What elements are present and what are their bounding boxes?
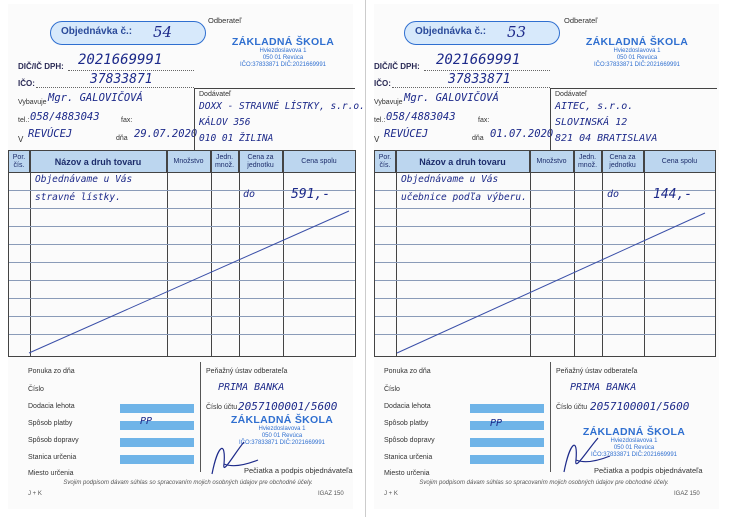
ico-line [392,87,550,88]
stamp-name: ZÁKLADNÁ ŠKOLA [582,426,686,438]
col-cena-jednotka: Cena za jednotku [239,151,283,172]
vybavuje-value: Mgr. GALOVIČOVÁ [404,92,499,104]
dodavatel-label: Dodávateľ [199,91,232,98]
dodacia-band [470,404,544,413]
order-number: 53 [507,23,527,41]
bank-value: PRIMA BANKA [570,382,637,393]
stamp-line2: 050 01 Revúca [262,55,304,61]
items-table [374,150,716,357]
item-do: do [607,189,620,200]
col-mnozstvo: Množstvo [167,151,211,172]
date-value: 01.07.2020 [490,128,554,140]
cislo-uctu-label: Číslo účtu [206,404,238,411]
dodavatel-box [194,88,365,151]
platba-value: PP [490,418,503,429]
dic-label: DIČ/IČ DPH: [18,62,64,71]
platba-label: Spôsob platby [28,420,73,427]
fax-label: fax: [121,117,133,124]
item-line2: učebnice podľa výberu. [401,192,527,203]
tel-label: tel.: [374,117,386,124]
platba-value: PP [140,416,153,427]
penazny-label: Peňažný ústav odberateľa [206,368,288,375]
stanica-label: Stanica určenia [384,454,433,461]
col-jedn: Jedn. množ. [574,151,602,172]
stamp-line1: Hviezdoslavova 1 [258,426,306,432]
dic-label: DIČ/IČ DPH: [374,62,420,71]
col-por: Por. čís. [9,151,30,172]
dodavatel-line3: 821 04 BRATISLAVA [555,133,658,144]
stanica-band [470,455,544,464]
order-number-box [50,21,206,45]
vybavuje-value: Mgr. GALOVIČOVÁ [48,92,143,104]
dodavatel-line1: DOXX - STRAVNÉ LÍSTKY, s.r.o. [199,101,365,112]
col-mnozstvo: Množstvo [530,151,574,172]
vybavuje-label: Vybavuje [18,99,47,106]
dna-label: dňa [116,135,128,142]
igaz-mark: IGAZ 150 [318,491,344,497]
cislo-label: Číslo [384,386,400,393]
dic-value: 2021669991 [78,52,163,68]
dodavatel-line3: 010 01 ŽILINA [199,133,274,144]
dodacia-label: Dodacia lehota [384,403,431,410]
platba-band [120,421,194,430]
ico-value: 37833871 [90,72,153,87]
stamp-line2: 050 01 Revúca [616,55,658,61]
dna-label: dňa [472,135,484,142]
col-nazov: Názov a druh tovaru [396,151,530,172]
fax-label: fax: [478,117,490,124]
stamp-line1: Hviezdoslavova 1 [259,48,307,54]
order-form-right [374,4,719,509]
col-nazov: Názov a druh tovaru [30,151,167,172]
ico-line [36,87,194,88]
date-value: 29.07.2020 [134,128,198,140]
item-line1: Objednávame u Vás [401,174,499,185]
stamp-line3: IČO:37833871 DIČ:2021669991 [239,62,327,68]
stanica-label: Stanica určenia [28,454,77,461]
jk-mark: J + K [28,491,42,497]
consent-text: Svojim podpisom dávam súhlas so spracovaním mojich osobných údajov pre obchodné účely. [63,480,313,486]
col-cena-spolu: Cena spolu [661,157,698,165]
col-jedn: Jedn. množ. [211,151,239,172]
dodacia-band [120,404,194,413]
cancel-diagonal-line [375,151,715,356]
v-label: V [18,135,24,144]
place-value: REVÚCEJ [384,128,429,140]
doprava-label: Spôsob dopravy [384,437,435,444]
dodacia-label: Dodacia lehota [28,403,75,410]
stamp-name: ZÁKLADNÁ ŠKOLA [231,36,335,48]
stamp-line3: IČO:37833871 DIČ:2021669991 [590,452,678,458]
dic-line [68,70,194,71]
item-line1: Objednávame u Vás [35,174,133,185]
stamp-line1: Hviezdoslavova 1 [610,438,658,444]
bank-value: PRIMA BANKA [218,382,285,393]
tel-value: 058/4883043 [386,111,456,123]
stamp-name: ZÁKLADNÁ ŠKOLA [585,36,689,48]
dodavatel-line1: AITEC, s.r.o. [555,101,634,112]
cislo-uctu-label: Číslo účtu [556,404,588,411]
peciatka-label: Pečiatka a podpis objednávateľa [594,466,703,475]
order-form-left [8,4,365,509]
col-cena-jednotka: Cena za jednotku [602,151,644,172]
cislo-uctu-value: 2057100001/5600 [238,400,338,413]
order-label: Objednávka č.: [415,26,487,37]
miesto-label: Miesto určenia [28,470,74,477]
items-table [8,150,356,357]
jk-mark: J + K [384,491,398,497]
penazny-label: Peňažný ústav odberateľa [556,368,638,375]
dic-value: 2021669991 [436,52,521,68]
item-total: 591,- [291,187,331,202]
col-cena-spolu: Cena spolu [301,157,337,165]
stamp-line1: Hviezdoslavova 1 [613,48,661,54]
page-fold [365,0,366,517]
doprava-label: Spôsob dopravy [28,437,79,444]
ico-value: 37833871 [448,72,511,87]
igaz-mark: IGAZ 150 [674,491,700,497]
item-line2: stravné lístky. [35,192,121,203]
place-value: REVÚCEJ [28,128,73,140]
item-total: 144,- [653,187,693,202]
cislo-label: Číslo [28,386,44,393]
stamp-line2: 050 01 Revúca [261,433,303,439]
footer-divider [550,362,551,472]
dodavatel-line2: KÁLOV 356 [199,117,251,128]
cancel-diagonal-line [9,151,355,356]
order-number: 54 [153,23,173,41]
tel-label: tel.: [18,117,30,124]
stanica-band [120,455,194,464]
school-stamp [570,36,704,69]
dic-line [424,70,550,71]
miesto-label: Miesto určenia [384,470,430,477]
footer-divider [200,362,201,472]
platba-label: Spôsob platby [384,420,429,427]
ico-label: IČO: [374,79,391,88]
dodavatel-label: Dodávateľ [555,91,588,98]
platba-band [470,421,544,430]
ponuka-label: Ponuka zo dňa [384,368,431,375]
stamp-name: ZÁKLADNÁ ŠKOLA [230,414,334,426]
dodavatel-box [550,88,717,151]
order-label: Objednávka č.: [61,26,133,37]
cislo-uctu-value: 2057100001/5600 [590,400,690,413]
peciatka-label: Pečiatka a podpis objednávateľa [244,466,353,475]
dodavatel-line2: SLOVINSKÁ 12 [555,117,628,128]
item-do: do [243,189,256,200]
tel-value: 058/4883043 [30,111,100,123]
odberatel-label: Odberateľ [564,16,598,25]
v-label: V [374,135,380,144]
stamp-line3: IČO:37833871 DIČ:2021669991 [593,62,681,68]
col-por: Por. čís. [375,151,396,172]
stamp-line3: IČO:37833871 DIČ:2021669991 [238,440,326,446]
order-number-box [404,21,560,45]
vybavuje-label: Vybavuje [374,99,403,106]
doprava-band [470,438,544,447]
stamp-line2: 050 01 Revúca [613,445,655,451]
doprava-band [120,438,194,447]
ponuka-label: Ponuka zo dňa [28,368,75,375]
school-stamp [216,36,350,69]
consent-text: Svojim podpisom dávam súhlas so spracovaním mojich osobných údajov pre obchodné účely. [419,480,669,486]
ico-label: IČO: [18,79,35,88]
odberatel-label: Odberateľ [208,16,242,25]
